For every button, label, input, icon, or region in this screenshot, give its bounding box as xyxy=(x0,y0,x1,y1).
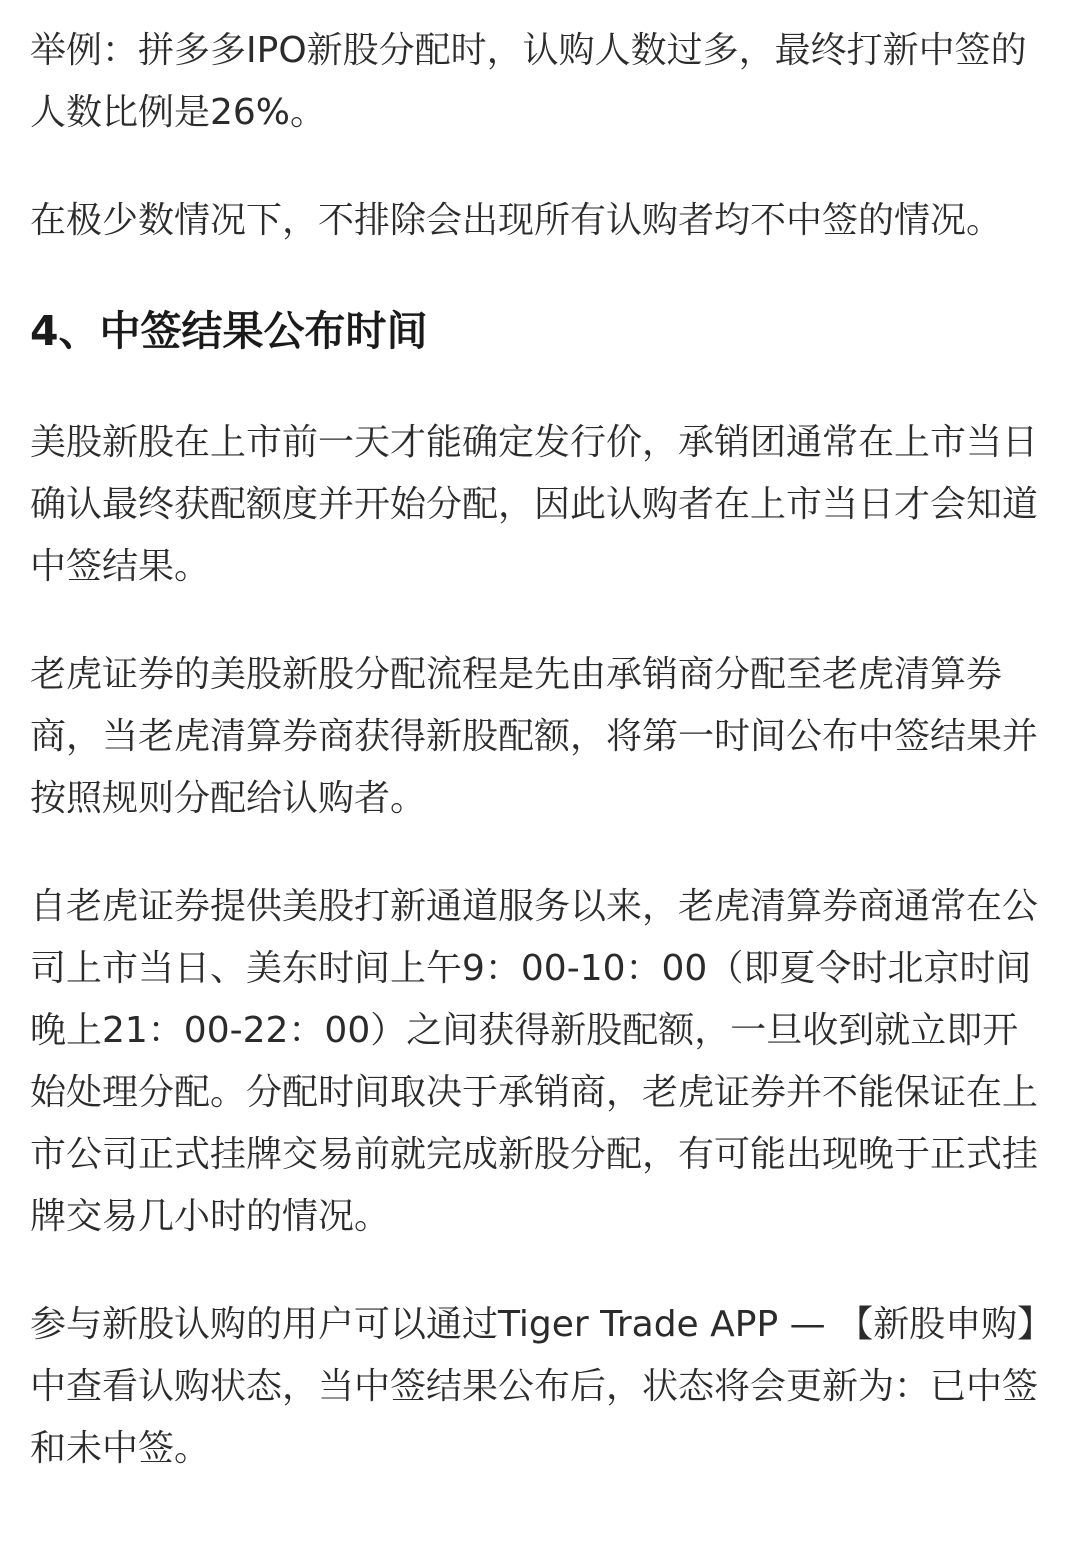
section-heading: 4、中签结果公布时间 xyxy=(30,307,428,355)
paragraph-check-status: 参与新股认购的用户可以通过Tiger Trade APP — 【新股申购】中查看认购状态，当中签结果公布后，状态将会更新为：已中签和未中签。 xyxy=(30,1304,1039,1469)
paragraph-no-allocation-note: 在极少数情况下，不排除会出现所有认购者均不中签的情况。 xyxy=(30,200,1003,241)
paragraph-pricing-timing: 美股新股在上市前一天才能确定发行价，承销团通常在上市当日确认最终获配额度并开始分配，因此认购者在上市当日才会知道中签结果。 xyxy=(30,422,1039,587)
article-body xyxy=(30,20,1050,1480)
paragraph-ipo-example: 举例：拼多多IPO新股分配时，认购人数过多，最终打新中签的人数比例是26%。 xyxy=(30,30,1027,133)
paragraph-allocation-time: 自老虎证券提供美股打新通道服务以来，老虎清算券商通常在公司上市当日、美东时间上午9：00-10：00（即夏令时北京时间晚上21：00-22：00）之间获得新股配额，一旦收到就立即开始处理分配。分配时间取决于承销商，老虎证券并不能保证在上市公司正式挂牌交易前就完成新股分配，有可能出现晚于正式挂牌交易几小时的情况。 xyxy=(30,886,1039,1237)
paragraph-allocation-process: 老虎证券的美股新股分配流程是先由承销商分配至老虎清算券商，当老虎清算券商获得新股配额，将第一时间公布中签结果并按照规则分配给认购者。 xyxy=(30,654,1039,819)
